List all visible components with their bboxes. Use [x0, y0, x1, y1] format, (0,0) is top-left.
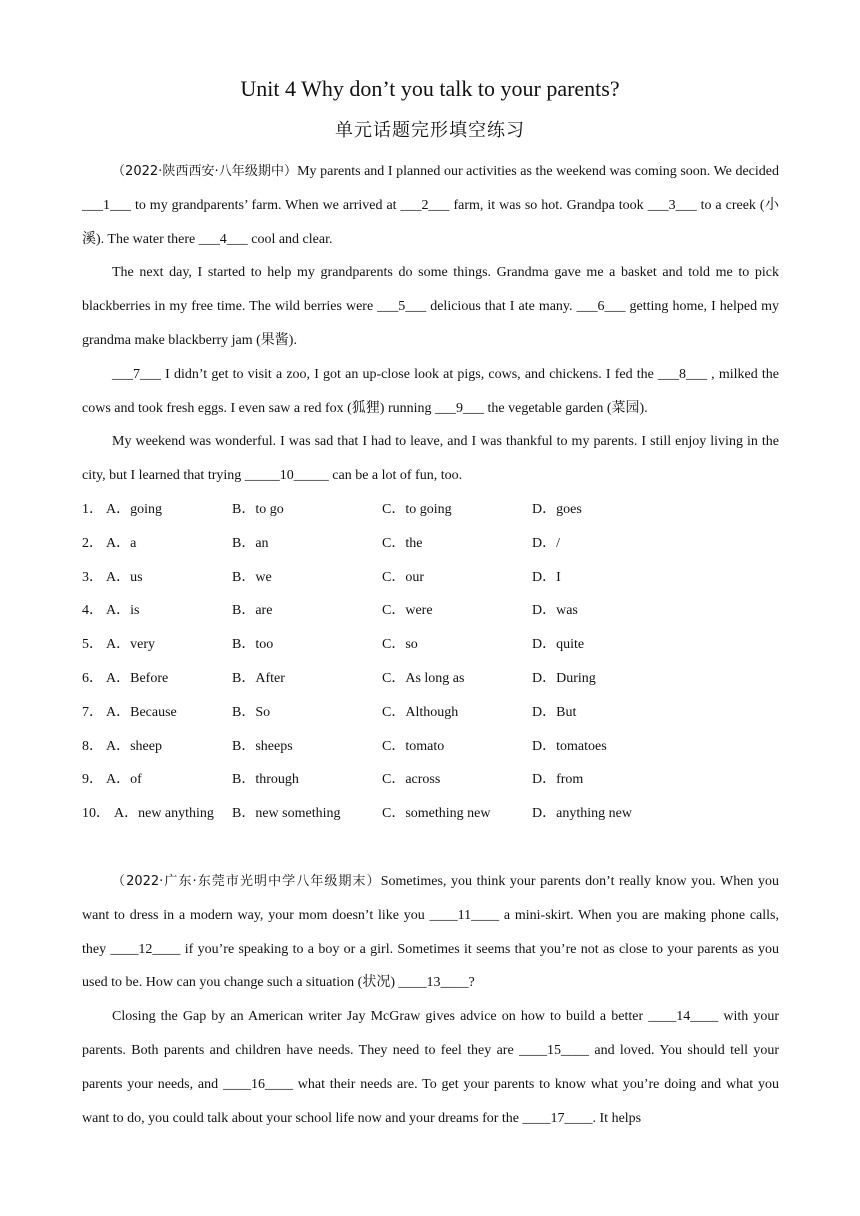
- question-number: 8．: [82, 738, 103, 754]
- option-c: C．Although: [382, 704, 459, 720]
- page-subtitle: 单元话题完形填空练习: [335, 120, 525, 141]
- question-row: [82, 628, 782, 662]
- passage-paragraph: My weekend was wonderful. I was sad that I had to leave, and I was thankful to my parents. I still enjoy living in the city, but I learned that trying _____10_____ can be a lot of fun, too.: [82, 434, 779, 484]
- option-b: B．an: [232, 535, 269, 551]
- passage-paragraph: （2022·广东·东莞市光明中学八年级期末）Sometimes, you think your parents don’t really know you. When you want to dress in a modern way, your mom doesn’t like you ____11____ a mini-skirt. When you are making phone calls, they ____12____ if you’re speaking to a boy or a girl. Sometimes it seems that you’re not as close to your parents as you used to be. How can you change such a situation (状况) ____13____?: [82, 874, 779, 991]
- question-number: 1．: [82, 502, 103, 517]
- question-row: [82, 763, 782, 797]
- option-b: B．through: [232, 772, 299, 788]
- question-row: [82, 696, 782, 730]
- option-a: A．going: [106, 502, 162, 517]
- page-title: Unit 4 Why don’t you talk to your parents?: [240, 76, 620, 101]
- question-row: [82, 594, 782, 628]
- option-b: B．new something: [232, 806, 341, 822]
- option-d: D．I: [532, 569, 561, 585]
- option-a: A．Because: [106, 704, 177, 720]
- option-b: B．too: [232, 637, 274, 653]
- option-c: C．were: [382, 603, 433, 619]
- option-a: A．us: [106, 569, 143, 585]
- option-a: A．is: [106, 603, 140, 619]
- option-a: A．a: [106, 535, 137, 551]
- question-number: 10．: [82, 806, 110, 822]
- option-c: C．across: [382, 772, 441, 788]
- option-b: B．After: [232, 670, 285, 686]
- passage-paragraph: The next day, I started to help my grandparents do some things. Grandma gave me a basket and told me to pick blackberries in my free time. The wild berries were ___5___ delicious that I ate many. ___6___ getting home, I helped my grandma make blackberry jam (果酱).: [82, 265, 779, 348]
- passage-source: （2022·陕西西安·八年级期中）: [112, 164, 298, 179]
- question-options: [82, 493, 782, 831]
- option-d: D．was: [532, 603, 578, 619]
- question-row: [82, 527, 782, 561]
- passage-2: [82, 865, 779, 1135]
- option-c: C．the: [382, 535, 423, 551]
- passage-paragraph: （2022·陕西西安·八年级期中）My parents and I planned our activities as the weekend was coming soon. We decided ___1___ to my grandparents’ farm. When we arrived at ___2___ farm, it was so hot. Grandpa took ___3___ to a creek (小溪). The water there ___4___ cool and clear.: [82, 164, 779, 247]
- option-d: D．anything new: [532, 806, 632, 822]
- option-d: D．/: [532, 535, 560, 551]
- option-d: D．goes: [532, 502, 582, 517]
- passage-source: （2022·广东·东莞市光明中学八年级期末）: [112, 874, 381, 889]
- passage-paragraph: ___7___ I didn’t get to visit a zoo, I got an up-close look at pigs, cows, and chickens. I fed the ___8___ , milked the cows and took fresh eggs. I even saw a red fox (狐狸) running ___9___ the vegetable garden (菜园).: [82, 366, 779, 416]
- option-b: B．we: [232, 569, 272, 585]
- option-b: B．are: [232, 603, 273, 619]
- option-c: C．to going: [382, 502, 452, 517]
- question-number: 5．: [82, 637, 103, 653]
- question-row: [82, 730, 782, 764]
- question-number: 6．: [82, 670, 103, 686]
- option-c: C．tomato: [382, 738, 445, 754]
- passage-paragraph: Closing the Gap by an American writer Jay McGraw gives advice on how to build a better ____14____ with your parents. Both parents and children have needs. They need to feel they are ____15____ and loved. You should tell your parents your needs, and ____16____ what their needs are. To get your parents to know what you’re doing and what you want to do, you could talk about your school life now and your dreams for the ____17____. It helps: [82, 1009, 779, 1126]
- passage-1: [82, 155, 779, 493]
- option-d: D．During: [532, 670, 596, 686]
- option-a: A．sheep: [106, 738, 162, 754]
- option-d: D．tomatoes: [532, 738, 607, 754]
- question-row: [82, 493, 782, 527]
- option-a: A．new anything: [114, 806, 214, 822]
- option-c: C．As long as: [382, 670, 465, 686]
- option-b: B．sheeps: [232, 738, 293, 754]
- option-d: D．But: [532, 704, 577, 720]
- option-b: B．So: [232, 704, 271, 720]
- question-row: [82, 797, 782, 831]
- option-d: D．quite: [532, 637, 585, 653]
- option-c: C．something new: [382, 806, 491, 822]
- question-number: 9．: [82, 772, 103, 788]
- option-c: C．so: [382, 637, 418, 653]
- question-number: 7．: [82, 704, 103, 720]
- question-row: [82, 561, 782, 595]
- option-a: A．of: [106, 772, 142, 788]
- question-row: [82, 662, 782, 696]
- option-a: A．Before: [106, 670, 169, 686]
- question-number: 2．: [82, 535, 103, 551]
- question-number: 4．: [82, 603, 103, 619]
- question-number: 3．: [82, 569, 103, 585]
- option-d: D．from: [532, 772, 584, 788]
- option-a: A．very: [106, 637, 155, 653]
- option-c: C．our: [382, 569, 424, 585]
- option-b: B．to go: [232, 502, 284, 517]
